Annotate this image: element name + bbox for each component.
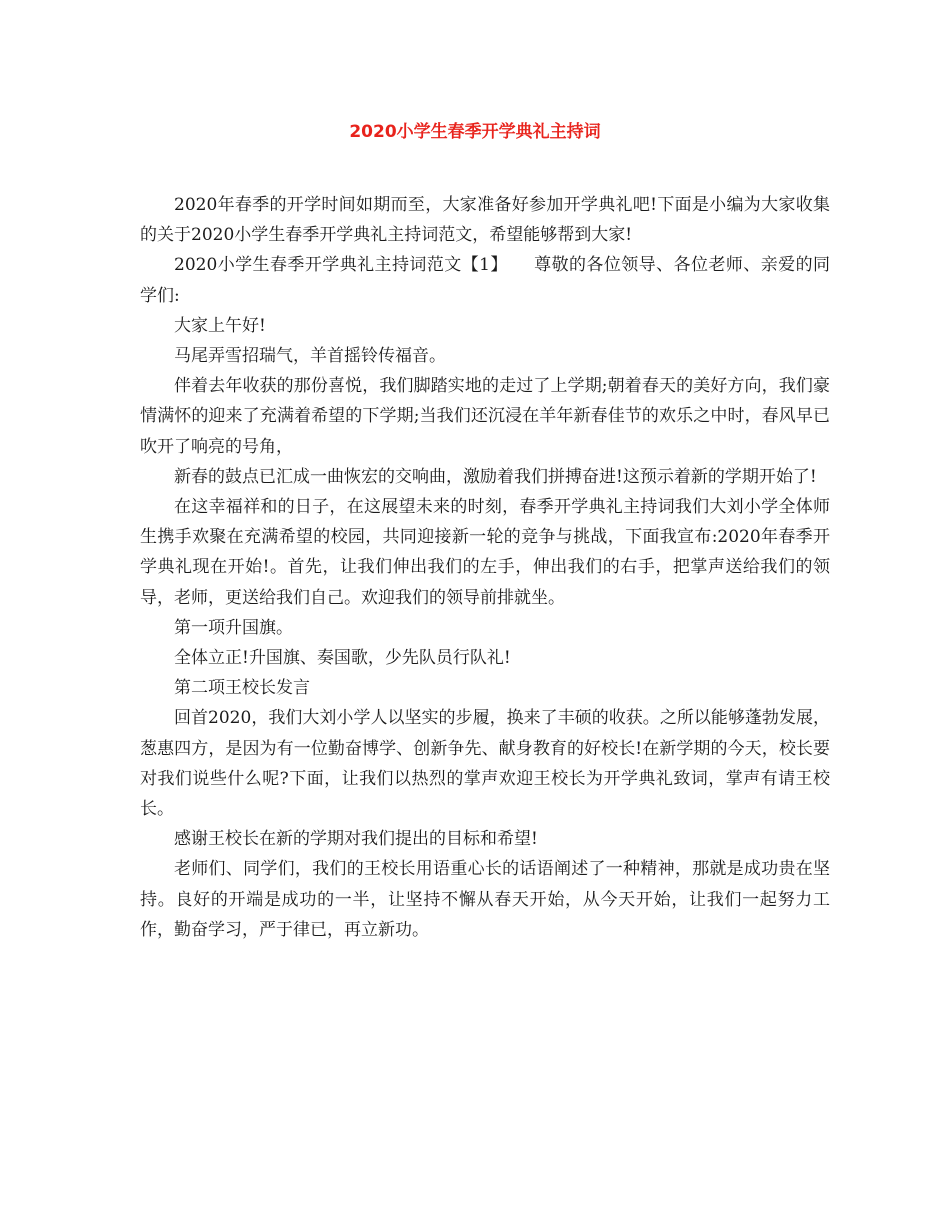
paragraph-sample-heading: 2020小学生春季开学典礼主持词范文【1】 尊敬的各位领导、各位老师、亲爱的同学们: [140,255,830,306]
paragraph-thanks: 感谢王校长在新的学期对我们提出的目标和希望! [174,829,538,850]
document-title: 2020小学生春季开学典礼主持词 [349,122,601,142]
paragraph-review: 回首2020，我们大刘小学人以坚实的步履，换来了丰硕的收获。之所以能够蓬勃发展，葱惠四方，是因为有一位勤奋博学、创新争先、献身教育的好校长!在新学期的今天，校长要对我们说些什么呢?下面，让我们以热烈的掌声欢迎王校长为开学典礼致词，掌声有请王校长。 [140,708,830,820]
paragraph-item-principal: 第二项王校长发言 [174,678,310,699]
paragraph-closing: 老师们、同学们，我们的王校长用语重心长的话语阐述了一种精神，那就是成功贵在坚持。良好的开端是成功的一半，让坚持不懈从春天开始，从今天开始，让我们一起努力工作，勤奋学习，严于律已，再立新功。 [140,859,830,940]
paragraph-intro: 2020年春季的开学时间如期而至，大家准备好参加开学典礼吧!下面是小编为大家收集的关于2020小学生春季开学典礼主持词范文，希望能够帮到大家! [140,195,830,246]
paragraph-new-term: 新春的鼓点已汇成一曲恢宏的交响曲，激励着我们拼搏奋进!这预示着新的学期开始了! [174,466,817,487]
paragraph-item-flag: 第一项升国旗。 [174,617,293,638]
paragraph-couplet: 马尾弄雪招瑞气，羊首摇铃传福音。 [174,346,446,367]
document-body [140,190,830,945]
paragraph-greeting: 大家上午好! [174,315,266,336]
paragraph-flag-ceremony: 全体立正!升国旗、奏国歌，少先队员行队礼! [174,648,511,669]
paragraph-last-term: 伴着去年收获的那份喜悦，我们脚踏实地的走过了上学期;朝着春天的美好方向，我们豪情满怀的迎来了充满着希望的下学期;当我们还沉浸在羊年新春佳节的欢乐之中时，春风早已吹开了响亮的号角， [140,376,830,457]
paragraph-opening-announcement: 在这幸福祥和的日子，在这展望未来的时刻，春季开学典礼主持词我们大刘小学全体师生携手欢聚在充满希望的校园，共同迎接新一轮的竞争与挑战，下面我宣布:2020年春季开学典礼现在开始!。首先，让我们伸出我们的左手，伸出我们的右手，把掌声送给我们的领导，老师，更送给我们自己。欢迎我们的领导前排就坐。 [140,497,830,608]
